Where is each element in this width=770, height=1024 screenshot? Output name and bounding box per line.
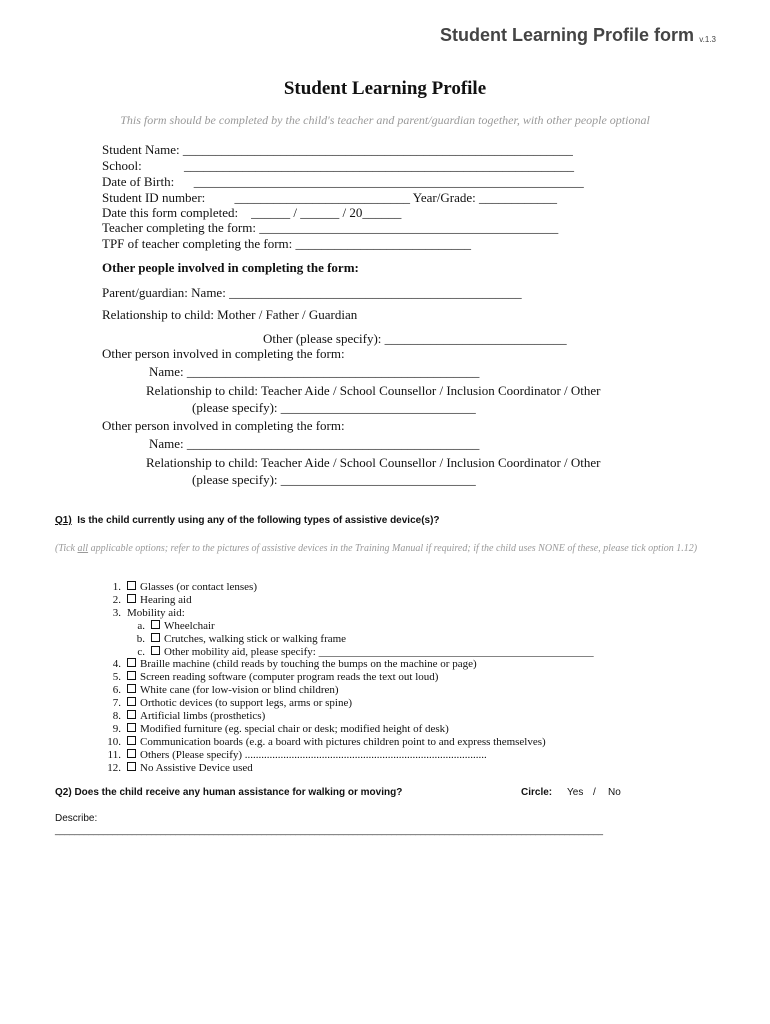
- item-number: 10.: [107, 736, 121, 748]
- q2-no-option[interactable]: No: [608, 787, 621, 798]
- item-number: 2.: [112, 594, 121, 606]
- list-item[interactable]: [99, 581, 257, 593]
- teacher-field[interactable]: Teacher completing the form: ______________________________________________: [102, 220, 559, 235]
- item-label: Orthotic devices (to support legs, arms or spine): [140, 697, 353, 709]
- item-label: Braille machine (child reads by touching the bumps on the machine or page): [140, 658, 477, 670]
- checkbox-icon[interactable]: [127, 710, 136, 719]
- q1-note-all: all: [77, 543, 89, 554]
- others-heading: Other people involved in completing the form:: [102, 260, 359, 275]
- other-person-2-relationship[interactable]: Relationship to child: Teacher Aide / School Counsellor / Inclusion Coordinator / Other: [146, 455, 601, 470]
- item-label: Others (Please specify) ........................................................................................: [140, 749, 487, 761]
- q2-question: Q2) Does the child receive any human assistance for walking or moving?: [55, 787, 403, 798]
- list-item[interactable]: [123, 646, 594, 658]
- list-item[interactable]: [99, 710, 265, 722]
- q2-describe-line[interactable]: __________________________________________________________________________________________________________________: [55, 825, 603, 835]
- checkbox-icon[interactable]: [127, 671, 136, 680]
- student-name-field[interactable]: Student Name: ____________________________________________________________: [102, 142, 573, 157]
- item-label: No Assistive Device used: [140, 762, 253, 774]
- item-label: Modified furniture (eg. special chair or desk; modified height of desk): [140, 723, 449, 735]
- list-item[interactable]: [123, 620, 215, 632]
- item-label: Glasses (or contact lenses): [140, 581, 257, 593]
- item-label: Communication boards (e.g. a board with pictures children point to and express themselves): [140, 736, 546, 748]
- q2-circle-label: Circle:: [521, 787, 553, 798]
- list-item[interactable]: [99, 684, 339, 696]
- checkbox-icon[interactable]: [127, 749, 136, 758]
- checkbox-icon[interactable]: [127, 684, 136, 693]
- q1-note-rest: applicable options; refer to the pictures of assistive devices in the Training Manual if required; if the child uses NONE of these, please tick option 1.12): [88, 543, 698, 554]
- list-item[interactable]: [99, 762, 253, 774]
- page-subtitle: This form should be completed by the child's teacher and parent/guardian together, with other people optional: [120, 113, 650, 127]
- other-person-1-label: Other person involved in completing the form:: [102, 346, 345, 361]
- dob-field[interactable]: Date of Birth: ____________________________________________________________: [102, 174, 584, 189]
- header-version: v.1.3: [699, 35, 716, 44]
- parent-other-specify[interactable]: Other (please specify): ____________________________: [263, 331, 567, 346]
- other-person-1-specify[interactable]: (please specify): ______________________________: [192, 400, 476, 415]
- item-number: 4.: [112, 658, 121, 670]
- checkbox-icon[interactable]: [151, 633, 160, 642]
- item-number: 3.: [112, 607, 121, 619]
- item-label: White cane (for low-vision or blind children): [140, 684, 339, 696]
- other-person-2-name[interactable]: Name: _____________________________________________: [149, 436, 480, 451]
- item-number: c.: [137, 646, 145, 658]
- item-label: Hearing aid: [140, 594, 192, 606]
- school-field[interactable]: School: ____________________________________________________________: [102, 158, 574, 173]
- q1-question: [55, 515, 440, 526]
- other-person-2-specify[interactable]: (please specify): ______________________________: [192, 472, 476, 487]
- q1-text: Is the child currently using any of the following types of assistive device(s)?: [77, 515, 440, 526]
- item-number: 1.: [112, 581, 121, 593]
- checkbox-icon[interactable]: [127, 736, 136, 745]
- item-number: a.: [137, 620, 145, 632]
- checkbox-icon[interactable]: [127, 658, 136, 667]
- item-label: Mobility aid:: [127, 607, 185, 619]
- list-item[interactable]: [99, 736, 546, 748]
- q1-label: Q1): [55, 515, 72, 526]
- list-item[interactable]: [99, 749, 487, 761]
- item-number: 7.: [112, 697, 121, 709]
- list-item[interactable]: [123, 633, 346, 645]
- q2-slash: /: [593, 787, 596, 798]
- list-item[interactable]: [99, 697, 352, 709]
- list-item[interactable]: [99, 671, 438, 683]
- item-label: Crutches, walking stick or walking frame: [164, 633, 347, 645]
- tpf-field[interactable]: TPF of teacher completing the form: ___________________________: [102, 236, 472, 251]
- checkbox-icon[interactable]: [127, 594, 136, 603]
- list-item[interactable]: [99, 594, 192, 606]
- other-person-2-label: Other person involved in completing the form:: [102, 418, 345, 433]
- item-number: 8.: [112, 710, 121, 722]
- checkbox-icon[interactable]: [127, 723, 136, 732]
- item-number: 11.: [107, 749, 121, 761]
- item-number: b.: [136, 633, 145, 645]
- page-title: Student Learning Profile: [283, 78, 487, 99]
- other-person-1-relationship[interactable]: Relationship to child: Teacher Aide / School Counsellor / Inclusion Coordinator / Other: [146, 383, 601, 398]
- checkbox-icon[interactable]: [127, 581, 136, 590]
- checkbox-icon[interactable]: [151, 620, 160, 629]
- parent-name-field[interactable]: Parent/guardian: Name: _____________________________________________: [102, 285, 522, 300]
- student-id-field[interactable]: Student ID number: ___________________________ Year/Grade: ____________: [102, 190, 557, 205]
- q2-describe-label: Describe:: [55, 813, 98, 824]
- q1-note-prefix: (Tick: [55, 543, 78, 554]
- item-number: 5.: [112, 671, 121, 683]
- list-item[interactable]: [99, 723, 449, 735]
- item-number: 6.: [112, 684, 121, 696]
- date-completed-field[interactable]: Date this form completed: ______ / ______ / 20______: [102, 205, 402, 220]
- checkbox-icon[interactable]: [127, 762, 136, 771]
- header-title: Student Learning Profile form: [439, 25, 694, 45]
- item-label: Artificial limbs (prosthetics): [140, 710, 266, 722]
- item-number: 9.: [112, 723, 121, 735]
- q2-yes-option[interactable]: Yes: [567, 787, 584, 798]
- item-label: Other mobility aid, please specify: __________________________________________________: [164, 646, 594, 658]
- item-label: Wheelchair: [164, 620, 215, 632]
- other-person-1-name[interactable]: Name: _____________________________________________: [149, 364, 480, 379]
- parent-relationship[interactable]: Relationship to child: Mother / Father / Guardian: [102, 307, 358, 322]
- checkbox-icon[interactable]: [127, 697, 136, 706]
- checkbox-icon[interactable]: [151, 646, 160, 655]
- list-item[interactable]: [99, 658, 477, 670]
- list-item: [99, 607, 185, 619]
- q1-note: [55, 542, 705, 555]
- item-number: 12.: [107, 762, 121, 774]
- item-label: Screen reading software (computer program reads the text out loud): [140, 671, 439, 683]
